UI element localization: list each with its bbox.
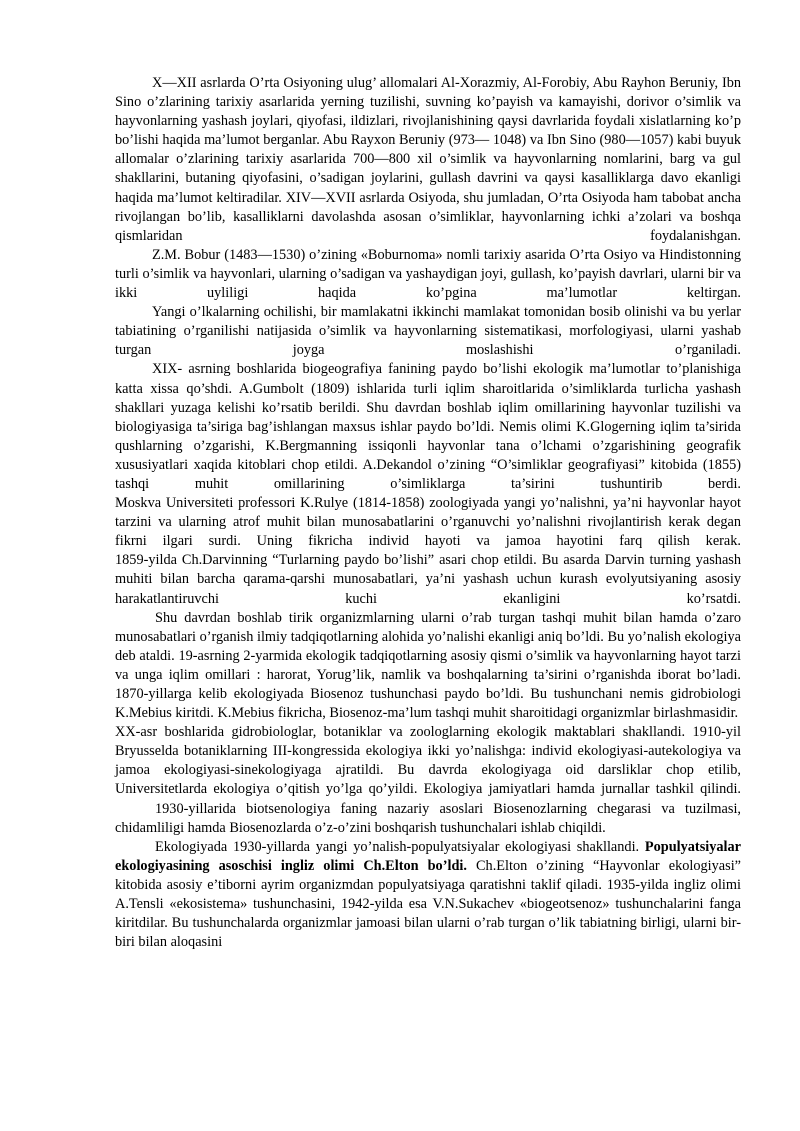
paragraph-text-after: Ch.Elton o’zining “Hayvonlar ekologiyasi” kitobida asosiy e’tiborni ayrim organizmdan populyatsiyaga qaratishni taklif qiladi. 1935-yilda ingliz olimi A.Tensli «ekosistema» tushunchasini, 1942-yilda esa V.N.Sukachev «biogeotsenoz» tushunchalarini fanga kiritdilar. Bu tushunchalarda organizmlar jamoasi bilan ularni o’rab turgan o’lik tabiatning birligi, ularni bir-biri bilan aloqasini <box>115 857 742 951</box>
paragraph-text-before: Ekologiyada 1930-yillarda yangi yo’nalish-populyatsiyalar ekologiyasi shakllandi. <box>155 838 645 855</box>
bold-statement-elton: Populyatsiyalar ekologiyasining asoschisi ingliz olimi Ch.Elton bo’ldi. <box>115 838 741 874</box>
document-page <box>115 74 741 952</box>
paragraph-darwin: 1859-yilda Ch.Darvinning “Turlarning paydo bo’lishi” asari chop etildi. Bu asarda Darvin turning yashash muhiti bilan barcha qarama-qarshi munosabatlari, ya’ni yashash uchun kurash evolyutsiyaning asosiy harakatlantiruvchi kuchi ekanligini ko’rsatdi. <box>115 552 741 607</box>
paragraph-new-lands: Yangi o’lkalarning ochilishi, bir mamlakatni ikkinchi mamlakat tomonidan bosib olinishi va bu yerlar tabiatining o’rganilishi natijasida o’simlik va hayvonlarning sistematikasi, morfologiyasi, ularni yashab turgan joyga moslashishi o’rganiladi. <box>115 304 741 359</box>
paragraph-rulye: Moskva Universiteti professori K.Rulye (1814-1858) zoologiyada yangi yo’nalishni, ya’ni hayvonlar hayot tarzini va ularning atrof muhit bilan munosabatlarini o’rganuvchi yo’nalishni rivojlantirish kerak degan fikrni ilgari surdi. Uning fikricha individ hayoti va jamoa hayotini farq qilish kerak. <box>115 495 741 550</box>
paragraph-biogeography: XIX- asrning boshlarida biogeografiya fanining paydo bo’lishi ekologik ma’lumotlar to’planishiga katta xissa qo’shdi. A.Gumbolt (1809) ishlarida turli iqlim sharoitlarida o’simliklarda turlicha yashash shakllari yuzaga kelishi ko’rsatib berildi. Shu davrdan boshlab iqlim omillarining hayvonlar tuzilishi va biologiyasiga ta’siriga bag’ishlangan maxsus ishlar paydo bo’ldi. Nemis olimi K.Glogerning iqlim ta’sirida qushlarning o’zgarishi, K.Bergmanning issiqonli hayvonlar tana o’lchami o’zgarishining geografik xususiyatlari xaqida kitoblari chop etildi. A.Dekandol o’zining “O’simliklar geografiyasi” kitobida (1855) tashqi muhit omillarining o’simliklarga ta’sirini tushuntirib berdi. <box>115 361 741 492</box>
paragraph-population-ecology <box>115 838 741 953</box>
paragraph-bobur: Z.M. Bobur (1483—1530) o’zining «Boburnoma» nomli tarixiy asarida O’rta Osiyo va Hindistonning turli o’simlik va hayvonlari, ularning o’sadigan va yashaydigan joyi, gullash, ko’payish davrlari, ularni bir va ikki uyliligi haqida ko’pgina ma’lumotlar keltirgan. <box>115 246 741 302</box>
paragraph-biocenology: 1930-yillarida biotsenologiya faning nazariy asoslari Biosenozlarning chegarasi va tuzilmasi, chidamliligi hamda Biosenozlarda o’z-o’zini boshqarish tushunchalari ishlab chiqildi. <box>115 800 741 836</box>
paragraph-ecology-term: Shu davrdan boshlab tirik organizmlarning ularni o’rab turgan tashqi muhit bilan hamda o’zaro munosabatlari o’rganish ilmiy tadqiqotlarning alohida yo’nalishi ekanligi aniq bo’ldi. Bu yo’nalish ekologiya deb ataldi. 19-asrning 2-yarmida ekologik tadqiqotlarning asosiy qismi o’simlik va hayvonlarning hayot tarzi va unga iqlim omillari : harorat, Yorug’lik, namlik va boshqalarning ta’sirini o’rganishda iborat bo’ladi. 1870-yillarga kelib ekologiyada Biosenoz tushunchasi paydo bo’ldi. Bu tushunchani nemis gidrobiologi K.Mebius kiritdi. K.Mebius fikricha, Biosenoz-ma’lum tashqi muhit sharoitidagi organizmlar birlashmasidir. <box>115 609 741 722</box>
paragraph-medieval-scholars: X—XII asrlarda O’rta Osiyoning ulug’ allomalari Al-Xorazmiy, Al-Forobiy, Abu Rayhon Beruniy, Ibn Sino o’zlarining tarixiy asarlarida yerning tuzilishi, suvning ko’payish va kamayishi, dorivor o’simlik va hayvonlarning yashash joylari, qiyofasi, ildizlari, rivojlanishining qaysi davrlarida foydali xislatlarning ko’p bo’lishi haqida ma’lumot berganlar. Abu Rayxon Beruniy (973— 1048) va Ibn Sino (980—1057) kabi buyuk allomalar o’zlarining tarixiy asarlarida 700—800 xil o’simlik va hayvonlarning nomlarini, barg va gul shakllarini, butaning qiyofasini, o’sadigan joylarini, gullash davrini va qaysi kasalliklarga davo ekanligi haqida ma’lumot keltiradilar. XIV—XVII asrlarda Osiyoda, shu jumladan, O’rta Osiyoda ham tabobat ancha rivojlangan bo’lib, kasalliklarni davolashda asosan o’simliklar, hayvonlarning ichki a’zolari va boshqa qismlaridan foydalanishgan. <box>115 75 741 244</box>
paragraph-20th-century: XX-asr boshlarida gidrobiologlar, botaniklar va zoologlarning ekologik maktablari shakllandi. 1910-yil Bryusselda botaniklarning III-kongressida ekologiya ikki yo’nalishga: individ ekologiyasi-autekologiya va jamoa ekologiyasi-sinekologiyaga ajratildi. Bu davrda ekologiyaga oid darsliklar chop etilib, Universitetlarda ekologiya o’qitish yo’lga qo’yildi. Ekologiya jamiyatlari hamda jurnallar tashkil qilindi. <box>115 724 741 798</box>
